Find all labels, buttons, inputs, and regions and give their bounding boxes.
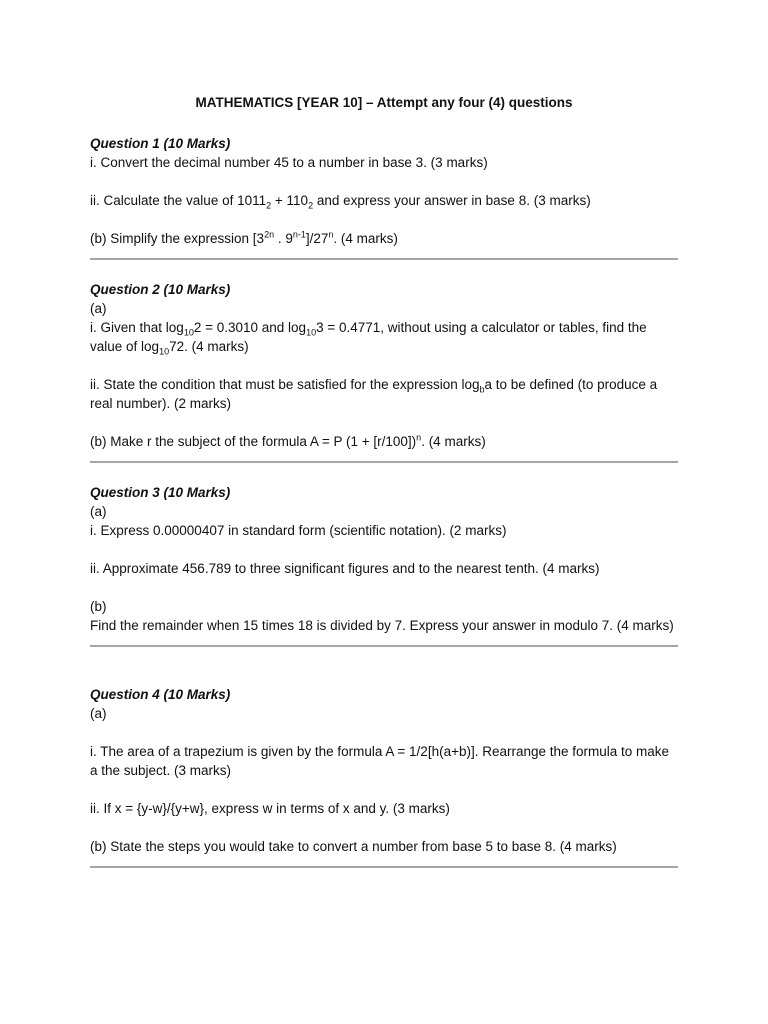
question-3	[90, 483, 678, 635]
question-3-part-ii: ii. Approximate 456.789 to three significant figures and to the nearest tenth. (4 marks)	[90, 561, 600, 576]
question-4-part-ii: ii. If x = {y-w}/{y+w}, express w in terms of x and y. (3 marks)	[90, 801, 450, 816]
question-1-heading: Question 1 (10 Marks)	[90, 136, 231, 151]
question-4	[90, 685, 678, 856]
question-2-part-ii: ii. State the condition that must be satisfied for the expression $\log_ba$ to be defined (to produce a real number). (2 marks)	[90, 377, 658, 411]
question-1	[90, 134, 678, 248]
question-4-part-a-label: (a)	[90, 706, 107, 721]
question-2	[90, 280, 678, 451]
section-divider	[90, 461, 678, 463]
document-title: MATHEMATICS [YEAR 10] – Attempt any four (4) questions	[195, 95, 573, 110]
question-2-part-a-label: (a)	[90, 301, 107, 316]
question-3-part-b-label: (b)	[90, 599, 107, 614]
question-4-part-b: (b) State the steps you would take to convert a number from base 5 to base 8. (4 marks)	[90, 839, 617, 854]
section-divider	[90, 645, 678, 647]
section-divider	[90, 258, 678, 260]
question-1-part-b: (b) Simplify the expression [$3^{2n}$ . 9$^{n-1}$]/27$^n$. (4 marks)	[90, 229, 398, 246]
question-2-part-i: i. Given that $\log_{10}2 = 0.3010$ and $\log_{10}3 = 0.4771$, without using a calculator or tables, find the value of $\log_{10}72$. (4 marks)	[90, 320, 647, 357]
question-2-part-b: (b) Make r the subject of the formula A = P $(1 + [r/100])^n$. (4 marks)	[90, 432, 486, 449]
section-divider	[90, 866, 678, 868]
question-4-heading: Question 4 (10 Marks)	[90, 687, 231, 702]
question-1-part-i: i. Convert the decimal number 45 to a number in base 3. (3 marks)	[90, 155, 488, 170]
question-3-part-b: Find the remainder when 15 times 18 is divided by 7. Express your answer in modulo 7. (4 marks)	[90, 618, 674, 633]
question-3-part-a-label: (a)	[90, 504, 107, 519]
question-4-part-i: i. The area of a trapezium is given by the formula A = 1/2[h(a+b)]. Rearrange the formula to make a the subject. (3 marks)	[90, 744, 670, 778]
question-3-heading: Question 3 (10 Marks)	[90, 485, 231, 500]
document-page	[90, 93, 678, 888]
question-2-heading: Question 2 (10 Marks)	[90, 282, 231, 297]
question-3-part-i: i. Express 0.00000407 in standard form (scientific notation). (2 marks)	[90, 523, 507, 538]
question-1-part-ii: ii. Calculate the value of $1011_2 + 110_2$ and express your answer in base 8. (3 marks)	[90, 193, 591, 211]
